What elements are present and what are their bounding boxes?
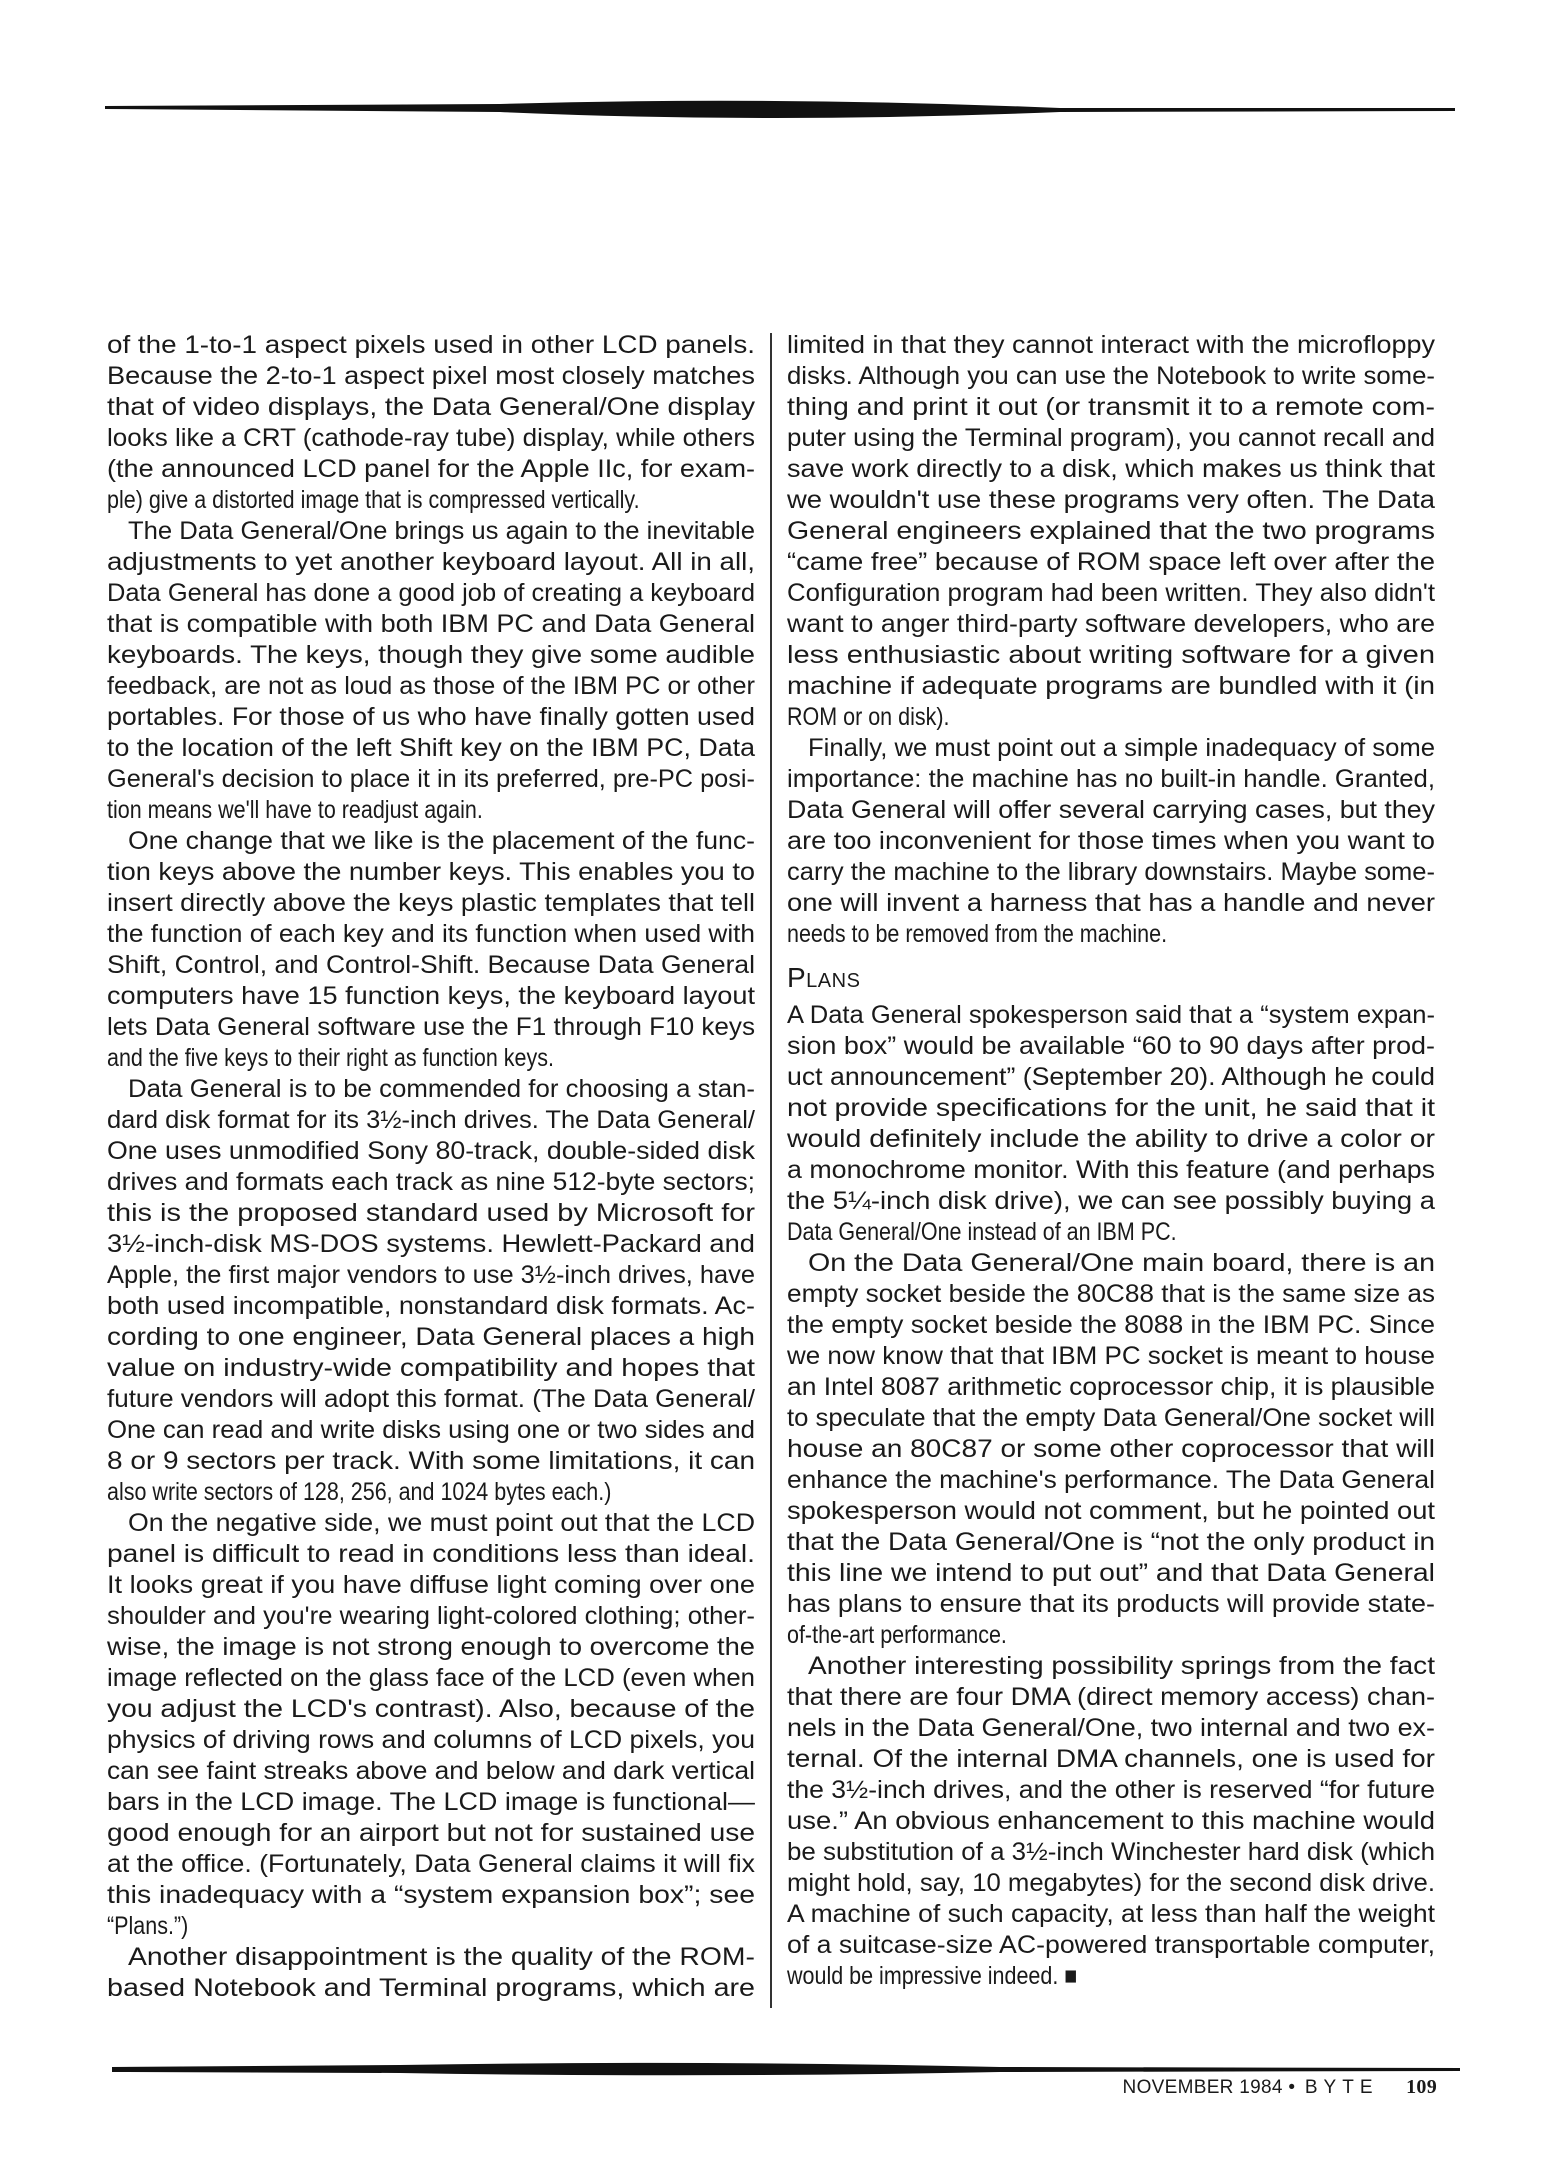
text-line: [107, 1105, 757, 1136]
text-line-content: ternal. Of the internal DMA channels, one is used for: [787, 1745, 1435, 1773]
text-line: [787, 1279, 1437, 1310]
text-line: [787, 578, 1437, 609]
text-line: [107, 1167, 757, 1198]
paragraph: [787, 1000, 1437, 1248]
text-line-content: The Data General/One brings us again to the inevitable: [128, 517, 755, 545]
text-line: [787, 1899, 1437, 1930]
text-line: [787, 1806, 1437, 1837]
text-line-content: be substitution of a 3½-inch Winchester hard disk (which: [787, 1838, 1435, 1866]
text-line-content: this line we intend to put out” and that Data General: [787, 1559, 1435, 1587]
text-line: [107, 950, 757, 981]
text-line-content: General engineers explained that the two programs: [787, 517, 1435, 545]
text-line: [787, 1155, 1437, 1186]
text-line-content: are too inconvenient for those times when you want to: [787, 827, 1435, 855]
paragraph: [107, 1508, 757, 1942]
article-column-right: [787, 330, 1437, 1992]
text-line-content: of a suitcase-size AC-powered transportable computer,: [787, 1931, 1435, 1959]
text-line-content: panel is difficult to read in conditions less than ideal.: [107, 1540, 755, 1568]
text-line: [787, 1031, 1437, 1062]
text-line: [107, 485, 757, 516]
text-line-content: ple) give a distorted image that is compressed vertically.: [107, 486, 640, 514]
text-line-content: value on industry-wide compatibility and hopes that: [107, 1354, 755, 1382]
text-line-content: looks like a CRT (cathode-ray tube) display, while others: [107, 424, 756, 452]
text-line: [107, 1849, 757, 1880]
text-line: [787, 1372, 1437, 1403]
text-line-content: not provide specifications for the unit, he said that it: [787, 1094, 1435, 1122]
text-line: [787, 1682, 1437, 1713]
text-line-content: image reflected on the glass face of the LCD (even when: [107, 1664, 755, 1692]
text-line-content: Another interesting possibility springs from the fact: [808, 1652, 1435, 1680]
text-line-content: we now know that that IBM PC socket is meant to house: [787, 1342, 1435, 1370]
text-line: [107, 1694, 757, 1725]
text-line-content: of the 1-to-1 aspect pixels used in other LCD panels.: [107, 331, 755, 359]
paragraph: [787, 733, 1437, 950]
text-line: [107, 1539, 757, 1570]
text-line: [107, 795, 757, 826]
text-line: [107, 1911, 757, 1942]
text-line-content: a monochrome monitor. With this feature (and perhaps: [787, 1156, 1435, 1184]
text-line-content: Data General will offer several carrying cases, but they: [787, 796, 1435, 824]
text-line-content: keyboards. The keys, though they give some audible: [107, 641, 755, 669]
text-line-content: importance: the machine has no built-in handle. Granted,: [787, 765, 1435, 793]
text-line-content: General's decision to place it in its preferred, pre-PC posi-: [107, 765, 755, 793]
top-decorative-rule: [0, 0, 1543, 140]
text-line: [107, 981, 757, 1012]
text-line-content: house an 80C87 or some other coprocessor that will: [787, 1435, 1435, 1463]
page-number: 109: [1406, 2076, 1437, 2098]
article-column-left: [107, 330, 757, 2004]
text-line: [787, 1527, 1437, 1558]
text-line: [787, 702, 1437, 733]
text-line: [787, 1930, 1437, 1961]
text-line: [787, 857, 1437, 888]
text-line-content: bars in the LCD image. The LCD image is functional—: [107, 1788, 755, 1816]
text-line-content: “came free” because of ROM space left over after the: [787, 548, 1435, 576]
text-line: [787, 826, 1437, 857]
text-line-content: that there are four DMA (direct memory access) chan-: [787, 1683, 1435, 1711]
text-line-content: to speculate that the empty Data General/One socket will: [787, 1404, 1435, 1432]
text-line: [787, 1775, 1437, 1806]
text-line: [107, 361, 757, 392]
text-line-content: this inadequacy with a “system expansion box”; see: [107, 1881, 755, 1909]
text-line: [107, 1663, 757, 1694]
text-line: [107, 1632, 757, 1663]
text-line-content: Another disappointment is the quality of the ROM-: [128, 1943, 755, 1971]
issue-date: NOVEMBER 1984: [1122, 2077, 1283, 2098]
text-line-content: of-the-art performance.: [787, 1621, 1007, 1649]
text-line: [107, 1725, 757, 1756]
text-line: [787, 1403, 1437, 1434]
text-line: [787, 330, 1437, 361]
text-line: [107, 1353, 757, 1384]
text-line: [787, 423, 1437, 454]
text-line: [787, 1496, 1437, 1527]
text-line: [107, 1818, 757, 1849]
text-line: [787, 1186, 1437, 1217]
text-line-content: the 5¼-inch disk drive), we can see possibly buying a: [787, 1187, 1435, 1215]
text-line-content: On the negative side, we must point out that the LCD: [128, 1509, 755, 1537]
text-line-content: the empty socket beside the 8088 in the IBM PC. Since: [787, 1311, 1435, 1339]
text-line: [787, 1062, 1437, 1093]
text-line-content: sion box” would be available “60 to 90 days after prod-: [787, 1032, 1435, 1060]
text-line: [107, 1384, 757, 1415]
text-line: [107, 1415, 757, 1446]
column-divider: [770, 333, 772, 2008]
text-line-content: to the location of the left Shift key on the IBM PC, Data: [107, 734, 755, 762]
text-line: [787, 1589, 1437, 1620]
text-line: [107, 1570, 757, 1601]
page-footer: [1123, 2076, 1437, 2099]
text-line: [787, 888, 1437, 919]
text-line: [787, 919, 1437, 950]
text-line-content: disks. Although you can use the Notebook to write some-: [787, 362, 1435, 390]
text-line-content: carry the machine to the library downstairs. Maybe some-: [787, 858, 1435, 886]
text-line-content: ROM or on disk).: [787, 703, 950, 731]
text-line-content: Configuration program had been written. They also didn't: [787, 579, 1435, 607]
text-line: [787, 1837, 1437, 1868]
text-line: [107, 516, 757, 547]
text-line: [107, 392, 757, 423]
text-line-content: needs to be removed from the machine.: [787, 920, 1168, 948]
text-line: [787, 1620, 1437, 1651]
text-line-content: computers have 15 function keys, the keyboard layout: [107, 982, 755, 1010]
text-line-content: that is compatible with both IBM PC and Data General: [107, 610, 755, 638]
text-line: [107, 1136, 757, 1167]
text-line: [107, 1322, 757, 1353]
text-line: [107, 578, 757, 609]
text-line: [787, 454, 1437, 485]
text-line: [107, 733, 757, 764]
text-line-content: we wouldn't use these programs very often. The Data: [787, 486, 1435, 514]
text-line-content: can see faint streaks above and below and dark vertical: [107, 1757, 755, 1785]
text-line: [107, 547, 757, 578]
text-line-content: also write sectors of 128, 256, and 1024 bytes each.): [107, 1478, 612, 1506]
text-line: [107, 423, 757, 454]
text-line-content: adjustments to yet another keyboard layout. All in all,: [107, 548, 755, 576]
text-line: [787, 485, 1437, 516]
text-line: [107, 1012, 757, 1043]
text-line: [107, 1477, 757, 1508]
text-line: [787, 1124, 1437, 1155]
paragraph: [107, 330, 757, 516]
text-line-content: One can read and write disks using one or two sides and: [107, 1416, 755, 1444]
text-line-content: 3½-inch-disk MS-DOS systems. Hewlett-Packard and: [107, 1230, 755, 1258]
text-line: [107, 1291, 757, 1322]
text-line-content: that the Data General/One is “not the only product in: [787, 1528, 1435, 1556]
text-line-content: lets Data General software use the F1 through F10 keys: [107, 1013, 755, 1041]
text-line-content: Shift, Control, and Control-Shift. Because Data General: [107, 951, 755, 979]
text-line: [107, 1973, 757, 2004]
text-line-content: less enthusiastic about writing software for a given: [787, 641, 1435, 669]
text-line-content: (the announced LCD panel for the Apple IIc, for exam-: [107, 455, 755, 483]
text-line: [107, 888, 757, 919]
text-line-content: Data General has done a good job of creating a keyboard: [107, 579, 755, 607]
text-line-content: nels in the Data General/One, two internal and two ex-: [787, 1714, 1435, 1742]
text-line: [787, 392, 1437, 423]
text-line: [787, 1217, 1437, 1248]
text-line-content: One uses unmodified Sony 80-track, double-sided disk: [107, 1137, 756, 1165]
text-line-content: Data General is to be commended for choosing a stan-: [128, 1075, 755, 1103]
text-line: [787, 1248, 1437, 1279]
text-line: [787, 640, 1437, 671]
text-line: [107, 702, 757, 733]
text-line-content: wise, the image is not strong enough to overcome the: [107, 1633, 755, 1661]
text-line: [787, 1341, 1437, 1372]
text-line-content: insert directly above the keys plastic templates that tell: [107, 889, 755, 917]
text-line-content: this is the proposed standard used by Microsoft for: [107, 1199, 755, 1227]
text-line: [107, 671, 757, 702]
text-line: [787, 1434, 1437, 1465]
text-line-content: machine if adequate programs are bundled with it (in: [787, 672, 1435, 700]
text-line-content: based Notebook and Terminal programs, which are: [107, 1974, 755, 2002]
text-line-content: 8 or 9 sectors per track. With some limitations, it can: [107, 1447, 755, 1475]
text-line-content: portables. For those of us who have finally gotten used: [107, 703, 755, 731]
text-line-content: limited in that they cannot interact with the microfloppy: [787, 331, 1435, 359]
text-line: [787, 1744, 1437, 1775]
text-line: [107, 640, 757, 671]
text-line-content: at the office. (Fortunately, Data General claims it will fix: [107, 1850, 755, 1878]
text-line-content: drives and formats each track as nine 512-byte sectors;: [107, 1168, 755, 1196]
text-line: [787, 1558, 1437, 1589]
paragraph: [107, 826, 757, 1074]
text-line: [787, 1868, 1437, 1899]
text-line-content: feedback, are not as loud as those of the IBM PC or other: [107, 672, 756, 700]
text-line: [107, 857, 757, 888]
text-line-content: an Intel 8087 arithmetic coprocessor chip, it is plausible: [787, 1373, 1435, 1401]
paragraph: [107, 516, 757, 826]
paragraph: [787, 1651, 1437, 1992]
text-line: [107, 826, 757, 857]
text-line: [107, 1880, 757, 1911]
text-line: [787, 1651, 1437, 1682]
text-line: [787, 1093, 1437, 1124]
text-line: [107, 1942, 757, 1973]
text-line-content: Because the 2-to-1 aspect pixel most closely matches: [107, 362, 756, 390]
text-line: [787, 1310, 1437, 1341]
text-line-content: use.” An obvious enhancement to this machine would: [787, 1807, 1435, 1835]
text-line: [107, 1756, 757, 1787]
text-line: [787, 795, 1437, 826]
text-line: [787, 361, 1437, 392]
text-line-content: future vendors will adopt this format. (The Data General/: [107, 1385, 756, 1413]
text-line: [787, 671, 1437, 702]
text-line-content: One change that we like is the placement of the func-: [128, 827, 755, 855]
text-line: [107, 330, 757, 361]
text-line-content: the 3½-inch drives, and the other is reserved “for future: [787, 1776, 1435, 1804]
text-line-content: one will invent a harness that has a handle and never: [787, 889, 1435, 917]
text-line-content: It looks great if you have diffuse light coming over one: [107, 1571, 755, 1599]
text-line: [787, 1000, 1437, 1031]
text-line-content: might hold, say, 10 megabytes) for the second disk drive.: [787, 1869, 1435, 1897]
text-line-content: A Data General spokesperson said that a “system expan-: [787, 1001, 1435, 1029]
footer-separator: •: [1288, 2077, 1296, 2098]
text-line-content: “Plans.”): [107, 1912, 189, 1940]
text-line: [787, 516, 1437, 547]
text-line: [787, 1465, 1437, 1496]
text-line-content: and the five keys to their right as function keys.: [107, 1044, 554, 1072]
text-line-content: tion means we'll have to readjust again.: [107, 796, 483, 824]
text-line: [107, 1787, 757, 1818]
text-line-content: dard disk format for its 3½-inch drives. The Data General/: [107, 1106, 755, 1134]
text-line: [107, 1446, 757, 1477]
text-line-content: has plans to ensure that its products will provide state-: [787, 1590, 1435, 1618]
text-line: [107, 1043, 757, 1074]
text-line-content: you adjust the LCD's contrast). Also, because of the: [107, 1695, 755, 1723]
text-line: [107, 609, 757, 640]
text-line: [787, 1713, 1437, 1744]
text-line-content: On the Data General/One main board, there is an: [808, 1249, 1435, 1277]
section-heading: Plans: [787, 962, 861, 993]
text-line: [107, 1601, 757, 1632]
text-line-content: thing and print it out (or transmit it to a remote com-: [787, 393, 1435, 421]
text-line-content: A machine of such capacity, at less than half the weight: [787, 1900, 1435, 1928]
text-line-content: spokesperson would not comment, but he pointed out: [787, 1497, 1435, 1525]
paragraph: [787, 330, 1437, 733]
text-line-content: would definitely include the ability to drive a color or: [787, 1125, 1435, 1153]
text-line-content: both used incompatible, nonstandard disk formats. Ac-: [107, 1292, 755, 1320]
text-line-content: Data General/One instead of an IBM PC.: [787, 1218, 1177, 1246]
paragraph: [107, 1074, 757, 1508]
text-line: [107, 454, 757, 485]
text-line-content: uct announcement” (September 20). Although he could: [787, 1063, 1435, 1091]
text-line: [787, 609, 1437, 640]
text-line: [787, 764, 1437, 795]
text-line: [787, 733, 1437, 764]
text-line-content: save work directly to a disk, which makes us think that: [787, 455, 1435, 483]
paragraph: [787, 1248, 1437, 1651]
text-line-content: good enough for an airport but not for sustained use: [107, 1819, 755, 1847]
text-line: [107, 1198, 757, 1229]
text-line-content: tion keys above the number keys. This enables you to: [107, 858, 755, 886]
text-line: [787, 1961, 1437, 1992]
text-line-content: empty socket beside the 80C88 that is the same size as: [787, 1280, 1435, 1308]
magazine-name: BYTE: [1304, 2077, 1379, 2098]
text-line-content: enhance the machine's performance. The Data General: [787, 1466, 1435, 1494]
text-line: [107, 1229, 757, 1260]
text-line-content: cording to one engineer, Data General places a high: [107, 1323, 755, 1351]
text-line: [787, 547, 1437, 578]
text-line-content: physics of driving rows and columns of LCD pixels, you: [107, 1726, 755, 1754]
text-line: [107, 1260, 757, 1291]
text-line-content: that of video displays, the Data General/One display: [107, 393, 755, 421]
text-line: [107, 1508, 757, 1539]
paragraph: [107, 1942, 757, 2004]
text-line: [107, 764, 757, 795]
text-line-content: would be impressive indeed. ■: [787, 1962, 1078, 1990]
text-line: [107, 1074, 757, 1105]
text-line-content: puter using the Terminal program), you cannot recall and: [787, 424, 1435, 452]
text-line-content: want to anger third-party software developers, who are: [787, 610, 1435, 638]
text-line-content: Apple, the first major vendors to use 3½-inch drives, have: [107, 1261, 755, 1289]
text-line: [107, 919, 757, 950]
text-line-content: Finally, we must point out a simple inadequacy of some: [808, 734, 1435, 762]
text-line-content: shoulder and you're wearing light-colored clothing; other-: [107, 1602, 755, 1630]
text-line-content: the function of each key and its function when used with: [107, 920, 756, 948]
